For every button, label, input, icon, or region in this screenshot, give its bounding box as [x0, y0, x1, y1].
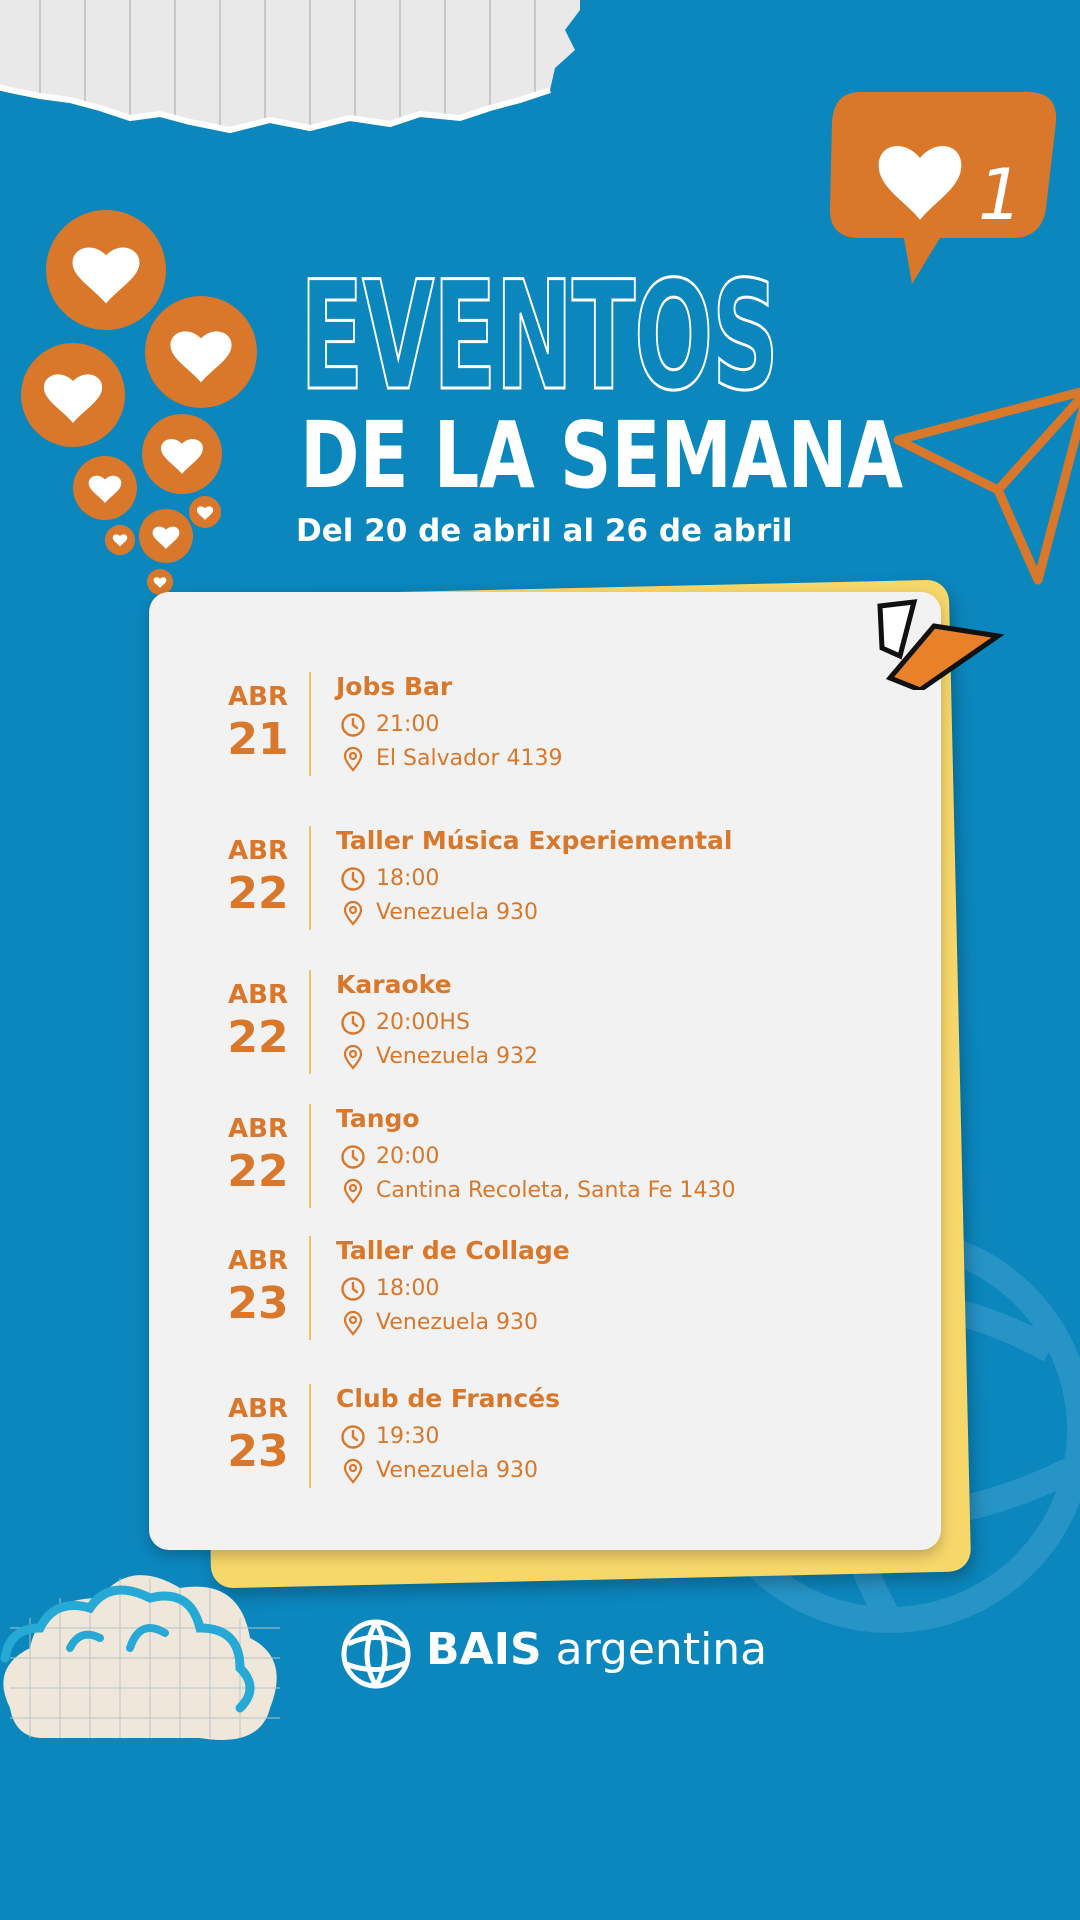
- event-place: Venezuela 930: [376, 900, 538, 925]
- event-item: [0, 668, 1080, 798]
- event-day: 22: [227, 868, 289, 919]
- location-pin-icon: [340, 900, 366, 926]
- event-month: ABR: [228, 836, 288, 866]
- event-divider: [309, 1104, 311, 1208]
- heart-bubbles-decoration: [0, 190, 270, 610]
- event-title: Karaoke: [336, 970, 452, 999]
- event-divider: [309, 1384, 311, 1488]
- event-month: ABR: [228, 980, 288, 1010]
- event-title: Tango: [336, 1104, 420, 1133]
- event-month: ABR: [228, 1246, 288, 1276]
- heart-icon: [46, 210, 166, 330]
- clock-icon: [340, 1010, 366, 1036]
- event-month: ABR: [228, 1114, 288, 1144]
- event-time: 19:30: [376, 1424, 440, 1449]
- event-title: Jobs Bar: [336, 672, 453, 701]
- event-item: [0, 966, 1080, 1096]
- event-time: 20:00: [376, 1144, 440, 1169]
- clock-icon: [340, 1276, 366, 1302]
- event-title: Club de Francés: [336, 1384, 560, 1413]
- event-item: [0, 1100, 1080, 1230]
- event-day: 21: [227, 714, 289, 765]
- event-place: Cantina Recoleta, Santa Fe 1430: [376, 1178, 736, 1203]
- event-item: [0, 1232, 1080, 1362]
- location-pin-icon: [340, 1310, 366, 1336]
- event-place: El Salvador 4139: [376, 746, 563, 771]
- notification-count: 1: [978, 154, 1023, 236]
- event-place: Venezuela 930: [376, 1458, 538, 1483]
- clock-icon: [340, 712, 366, 738]
- heart-icon: [21, 343, 125, 447]
- date-range: Del 20 de abril al 26 de abril: [296, 513, 793, 549]
- heart-icon: [139, 509, 193, 563]
- event-divider: [309, 1236, 311, 1340]
- heart-icon: [105, 525, 135, 555]
- event-title: Taller Música Experiemental: [336, 826, 733, 855]
- event-item: [0, 822, 1080, 952]
- like-notification-badge: [820, 88, 1060, 288]
- clock-icon: [340, 1424, 366, 1450]
- heart-icon: [145, 296, 257, 408]
- location-pin-icon: [340, 746, 366, 772]
- event-item: [0, 1380, 1080, 1510]
- title-eventos: EVENTOS: [300, 250, 778, 424]
- event-day: 22: [227, 1146, 289, 1197]
- event-divider: [309, 672, 311, 776]
- brand-country: argentina: [555, 1624, 768, 1675]
- location-pin-icon: [340, 1178, 366, 1204]
- torn-paper-decoration: [0, 0, 580, 160]
- event-time: 21:00: [376, 712, 440, 737]
- event-day: 22: [227, 1012, 289, 1063]
- event-divider: [309, 826, 311, 930]
- clock-icon: [340, 1144, 366, 1170]
- event-divider: [309, 970, 311, 1074]
- location-pin-icon: [340, 1458, 366, 1484]
- brand-name: BAIS: [426, 1624, 542, 1675]
- event-day: 23: [227, 1426, 289, 1477]
- location-pin-icon: [340, 1044, 366, 1070]
- cloud-decoration: [0, 1558, 290, 1758]
- event-day: 23: [227, 1278, 289, 1329]
- globe-logo-icon: [338, 1616, 414, 1692]
- event-month: ABR: [228, 1394, 288, 1424]
- heart-icon: [189, 496, 221, 528]
- paper-plane-icon: [888, 380, 1080, 590]
- event-time: 18:00: [376, 866, 440, 891]
- event-month: ABR: [228, 682, 288, 712]
- event-title: Taller de Collage: [336, 1236, 570, 1265]
- heart-icon: [142, 414, 222, 494]
- event-time: 18:00: [376, 1276, 440, 1301]
- brand-logo-text: [426, 1624, 767, 1675]
- event-place: Venezuela 930: [376, 1310, 538, 1335]
- clock-icon: [340, 866, 366, 892]
- event-time: 20:00HS: [376, 1010, 470, 1035]
- heart-icon: [73, 456, 137, 520]
- event-place: Venezuela 932: [376, 1044, 538, 1069]
- title-de-la-semana: DE LA SEMANA: [300, 402, 904, 509]
